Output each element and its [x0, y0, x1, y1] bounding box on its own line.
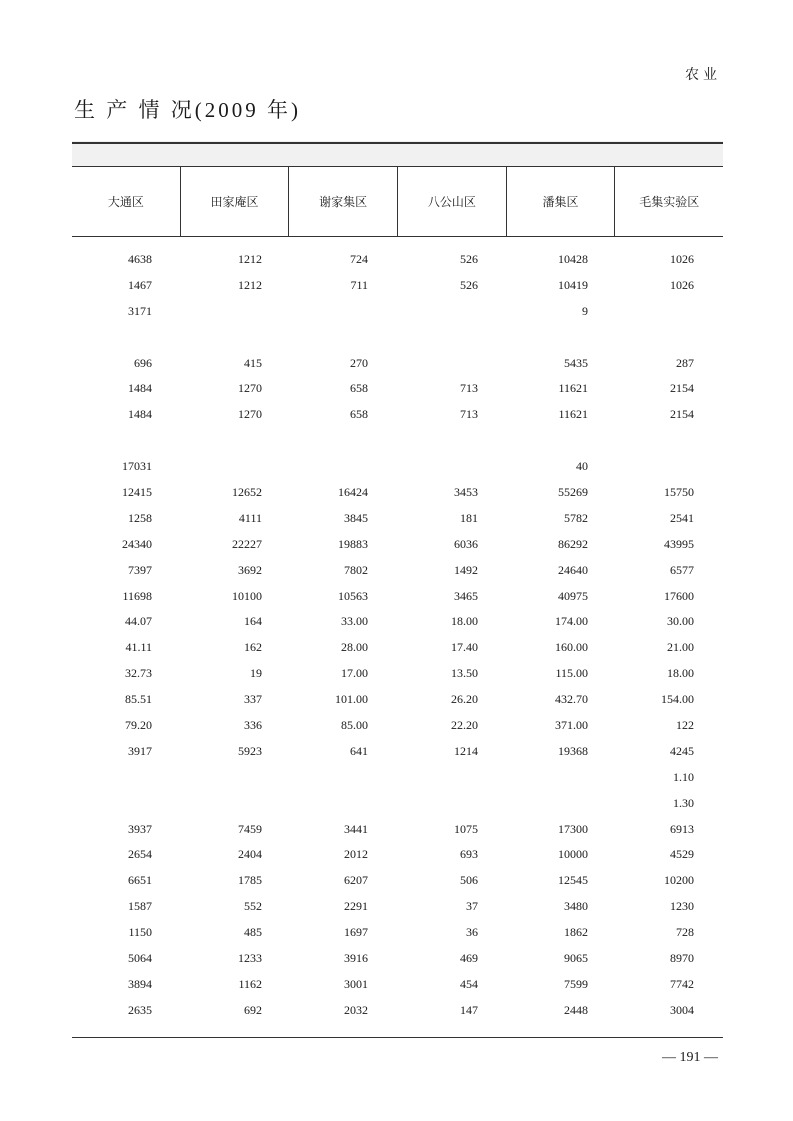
table-row	[72, 352, 723, 378]
table-cell: 1587	[128, 899, 152, 914]
table-cell: 1484	[128, 407, 152, 422]
table-row	[72, 999, 723, 1025]
table-cell: 7599	[564, 976, 588, 991]
table-cell: 17600	[664, 588, 694, 603]
table-row	[72, 326, 723, 352]
table-body	[72, 248, 723, 1025]
table-cell: 79.20	[125, 718, 152, 733]
table-cell: 40	[576, 459, 588, 474]
table-cell: 526	[460, 277, 478, 292]
table-cell: 7742	[670, 976, 694, 991]
table-cell: 32.73	[125, 666, 152, 681]
table-cell: 2154	[670, 407, 694, 422]
table-cell: 1862	[564, 925, 588, 940]
table-cell: 6577	[670, 562, 694, 577]
table-cell: 15750	[664, 485, 694, 500]
table-cell: 1.30	[673, 795, 694, 810]
page-number: — 191 —	[662, 1050, 718, 1065]
table-cell: 1.10	[673, 769, 694, 784]
table-cell: 24340	[122, 536, 152, 551]
table-cell: 2404	[238, 847, 262, 862]
table-cell: 7397	[128, 562, 152, 577]
column-header: 毛集实验区	[639, 195, 700, 209]
table-cell: 10200	[664, 873, 694, 888]
table-cell: 24640	[558, 562, 588, 577]
table-cell: 8970	[670, 951, 694, 966]
table-cell: 10000	[558, 847, 588, 862]
table-cell: 2154	[670, 381, 694, 396]
table-cell: 1697	[344, 925, 368, 940]
table-cell: 5923	[238, 743, 262, 758]
column-header: 谢家集区	[289, 167, 398, 236]
table-cell: 86292	[558, 536, 588, 551]
table-cell: 122	[676, 718, 694, 733]
table-cell: 3894	[128, 976, 152, 991]
table-cell: 693	[460, 847, 478, 862]
table-cell: 1467	[128, 277, 152, 292]
table-cell: 3441	[344, 821, 368, 836]
table-cell: 658	[350, 407, 368, 422]
table-cell: 101.00	[335, 692, 368, 707]
table-cell: 16424	[338, 485, 368, 500]
table-row	[72, 869, 723, 895]
table-cell: 164	[244, 614, 262, 629]
table-cell: 22.20	[451, 718, 478, 733]
table-cell: 3916	[344, 951, 368, 966]
table-cell: 2654	[128, 847, 152, 862]
table-cell: 12652	[232, 485, 262, 500]
table-cell: 10428	[558, 252, 588, 266]
table-cell: 552	[244, 899, 262, 914]
table-cell: 658	[350, 381, 368, 396]
table-cell: 454	[460, 976, 478, 991]
table-row	[72, 403, 723, 429]
table-row	[72, 792, 723, 818]
table-cell: 10100	[232, 588, 262, 603]
table-row	[72, 507, 723, 533]
table-cell: 162	[244, 640, 262, 655]
table-row	[72, 947, 723, 973]
table-cell: 1075	[454, 821, 478, 836]
table-cell: 1026	[670, 277, 694, 292]
table-row	[72, 688, 723, 714]
table-cell: 713	[460, 407, 478, 422]
table-cell: 6207	[344, 873, 368, 888]
table-cell: 19368	[558, 743, 588, 758]
table-cell: 55269	[558, 485, 588, 500]
table-cell: 270	[350, 355, 368, 370]
table-cell: 415	[244, 355, 262, 370]
table-cell: 1270	[238, 407, 262, 422]
table-cell: 43995	[664, 536, 694, 551]
table-cell: 3171	[128, 303, 152, 318]
table-cell: 5064	[128, 951, 152, 966]
table-row	[72, 636, 723, 662]
table-cell: 85.51	[125, 692, 152, 707]
table-cell: 5782	[564, 510, 588, 525]
column-header: 田家庵区	[181, 167, 290, 236]
table-cell: 28.00	[341, 640, 368, 655]
table-cell: 9065	[564, 951, 588, 966]
table-cell: 1785	[238, 873, 262, 888]
table-cell: 1484	[128, 381, 152, 396]
table-cell: 4638	[128, 252, 152, 266]
table-cell: 5435	[564, 355, 588, 370]
table-cell: 2635	[128, 1002, 152, 1017]
table-cell: 17031	[122, 459, 152, 474]
table-row	[72, 895, 723, 921]
table-cell: 17300	[558, 821, 588, 836]
table-cell: 85.00	[341, 718, 368, 733]
table-cell: 337	[244, 692, 262, 707]
table-cell: 3937	[128, 821, 152, 836]
table-cell: 1150	[128, 925, 152, 940]
table-cell: 18.00	[451, 614, 478, 629]
table-row	[72, 429, 723, 455]
table-cell: 9	[582, 303, 588, 318]
column-header: 大通区	[72, 167, 181, 236]
table-cell: 10563	[338, 588, 368, 603]
table-row	[72, 455, 723, 481]
table-cell: 147	[460, 1002, 478, 1017]
table-cell: 41.11	[125, 640, 152, 655]
table-cell: 3453	[454, 485, 478, 500]
table-cell: 7459	[238, 821, 262, 836]
table-row	[72, 766, 723, 792]
table-cell: 728	[676, 925, 694, 940]
table-cell: 371.00	[555, 718, 588, 733]
table-cell: 3001	[344, 976, 368, 991]
table-cell: 11621	[558, 407, 588, 422]
table-cell: 713	[460, 381, 478, 396]
table-cell: 40975	[558, 588, 588, 603]
table-cell: 692	[244, 1002, 262, 1017]
table-cell: 13.50	[451, 666, 478, 681]
table-header-row	[72, 167, 723, 236]
table-cell: 485	[244, 925, 262, 940]
table-cell: 154.00	[661, 692, 694, 707]
table-cell: 19883	[338, 536, 368, 551]
table-cell: 6651	[128, 873, 152, 888]
table-cell: 2541	[670, 510, 694, 525]
table-cell: 115.00	[555, 666, 588, 681]
table-row	[72, 843, 723, 869]
table-row	[72, 610, 723, 636]
table-row	[72, 559, 723, 585]
table-cell: 696	[134, 355, 152, 370]
table-cell: 4245	[670, 743, 694, 758]
table-cell: 1214	[454, 743, 478, 758]
table-cell: 11698	[122, 588, 152, 603]
table-cell: 17.40	[451, 640, 478, 655]
table-cell: 17.00	[341, 666, 368, 681]
table-cell: 2448	[564, 1002, 588, 1017]
table-cell: 1230	[670, 899, 694, 914]
table-cell: 1492	[454, 562, 478, 577]
table-row	[72, 300, 723, 326]
table-cell: 11621	[558, 381, 588, 396]
table-row	[72, 662, 723, 688]
table-row	[72, 818, 723, 844]
table-cell: 1026	[670, 252, 694, 266]
table-cell: 641	[350, 743, 368, 758]
table-row	[72, 740, 723, 766]
table-cell: 1162	[238, 976, 262, 991]
table-cell: 1270	[238, 381, 262, 396]
column-header: 八公山区	[398, 167, 507, 236]
table-cell: 33.00	[341, 614, 368, 629]
table-cell: 3917	[128, 743, 152, 758]
table-cell: 7802	[344, 562, 368, 577]
table-cell: 174.00	[555, 614, 588, 629]
table-cell: 1212	[238, 277, 262, 292]
table-cell: 711	[350, 277, 368, 292]
table-cell: 1258	[128, 510, 152, 525]
table-cell: 526	[460, 252, 478, 266]
table-cell: 469	[460, 951, 478, 966]
table-cell: 44.07	[125, 614, 152, 629]
table-top-rule	[72, 142, 723, 144]
table-cell: 6036	[454, 536, 478, 551]
table-row	[72, 921, 723, 947]
table-cell: 37	[466, 899, 478, 914]
table-cell: 336	[244, 718, 262, 733]
table-cell: 26.20	[451, 692, 478, 707]
table-row	[72, 248, 723, 274]
table-cell: 30.00	[667, 614, 694, 629]
table-row	[72, 481, 723, 507]
table-cell: 3845	[344, 510, 368, 525]
table-cell: 4529	[670, 847, 694, 862]
table-cell: 3480	[564, 899, 588, 914]
table-cell: 1212	[238, 252, 262, 266]
table-row	[72, 714, 723, 740]
table-row	[72, 377, 723, 403]
table-row	[72, 585, 723, 611]
table-cell: 19	[250, 666, 262, 681]
table-cell: 1233	[238, 951, 262, 966]
table-top-band	[72, 141, 723, 167]
table-cell: 2291	[344, 899, 368, 914]
header-bottom-rule	[72, 236, 723, 237]
table-cell: 10419	[558, 277, 588, 292]
table-cell: 22227	[232, 536, 262, 551]
table-cell: 181	[460, 510, 478, 525]
table-cell: 3692	[238, 562, 262, 577]
table-cell: 2012	[344, 847, 368, 862]
table-row	[72, 274, 723, 300]
table-cell: 21.00	[667, 640, 694, 655]
table-cell: 6913	[670, 821, 694, 836]
table-bottom-rule	[72, 1037, 723, 1038]
table-cell: 287	[676, 355, 694, 370]
table-cell: 506	[460, 873, 478, 888]
table-cell: 4111	[238, 510, 262, 525]
table-cell: 12545	[558, 873, 588, 888]
table-row	[72, 973, 723, 999]
table-row	[72, 533, 723, 559]
table-cell: 3465	[454, 588, 478, 603]
table-cell: 36	[466, 925, 478, 940]
page-title: 生 产 情 况(2009 年)	[74, 98, 301, 122]
table-cell: 724	[350, 252, 368, 266]
table-cell: 160.00	[555, 640, 588, 655]
table-cell: 18.00	[667, 666, 694, 681]
column-header: 潘集区	[507, 167, 616, 236]
table-cell: 2032	[344, 1002, 368, 1017]
table-cell: 3004	[670, 1002, 694, 1017]
table-cell: 12415	[122, 485, 152, 500]
section-tag: 农业	[685, 68, 721, 83]
table-cell: 432.70	[555, 692, 588, 707]
